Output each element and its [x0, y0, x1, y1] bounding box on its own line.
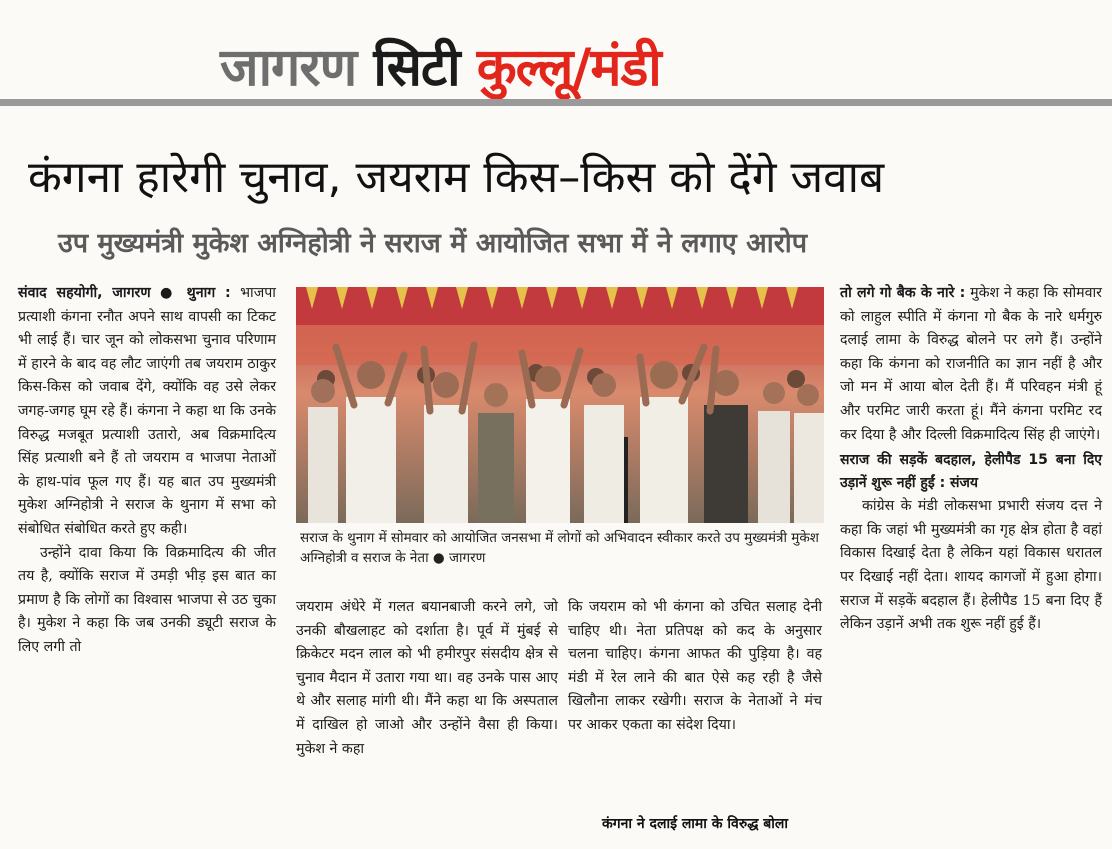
caption-text: सराज के थुनाग में सोमवार को आयोजित जनसभा में लोगों को अभिवादन स्वीकार करते उप मुख्यमंत्री मुकेश अग्निहोत्री व सराज के नेता: [300, 530, 819, 566]
column1-paragraph-2: उन्होंने दावा किया कि विक्रमादित्य की जीत तय है, क्योंकि सराज में उमड़ी भीड़ इस बात का प्रमाण है कि लोगों का विश्वास भाजपा से उठ चुका है। मुकेश ने कहा कि जब उनकी ड्यूटी सराज के लिए लगी तो: [18, 544, 276, 655]
masthead-title: [220, 38, 661, 98]
subheadline: उप मुख्यमंत्री मुकेश अग्निहोत्री ने सराज में आयोजित सभा में ने लगाए आरोप: [58, 228, 808, 259]
masthead-jagran: जागरण: [220, 38, 357, 98]
masthead-rule: [0, 99, 1112, 106]
bullet-dot: ●: [160, 285, 178, 301]
article-column-3: [568, 596, 822, 806]
masthead-city: सिटी: [373, 38, 460, 98]
column3-crosshead: कंगना ने दलाई लामा के विरुद्ध बोला: [601, 816, 789, 832]
column2-text: जयराम अंधेरे में गलत बयानबाजी करने लगे, जो उनकी बौखलाहट को दर्शाता है। पूर्व में मुंबई से क्रिकेटर मदन लाल को भी हमीरपुर संसदीय क्षेत्र से चुनाव मैदान में उतारा गया था। वह उनके पास आए थे और सलाह मांगी थी। मैंने कहा था कि अस्पताल में दाखिल हो जाओ और उन्होंने वैसा ही किया। मुकेश ने कहा: [296, 599, 558, 757]
photo-caption: [300, 528, 822, 568]
dateline: थुनाग :: [186, 285, 231, 301]
article-column-1: [18, 282, 276, 842]
headline: कंगना हारेगी चुनाव, जयराम किस–किस को देंगे जवाब: [28, 152, 885, 203]
column3-text: कि जयराम को भी कंगना को उचित सलाह देनी चाहिए थी। नेता प्रतिपक्ष को कद के अनुसार चलना चाहिए। कंगना आफत की पुड़िया है। वह मंडी में रेल लाने की बात ऐसे कह रही है जैसे खिलौना लाकर रखेगी। सराज के नेताओं ने मंच पर आकर एकता का संदेश दिया।: [568, 599, 822, 733]
column1-paragraph-1: भाजपा प्रत्याशी कंगना रनौत अपने साथ वापसी का टिकट भी लाई हैं। चार जून को लोकसभा चुनाव परिणाम में हारने के बाद वह लौट जाएंगी तब जयराम ठाकुर किस-किस को जवाब देंगे, क्योंकि वह उसे लेकर जगह-जगह घूम रहे हैं। कंगना ने कहा था कि उनके विरुद्ध मजबूत प्रत्याशी उतारो, अब विक्रमादित्य सिंह प्रत्याशी बने हैं तो जयराम व भाजपा नेताओं के हाथ-पांव फूल गए हैं। यह बात उप मुख्यमंत्री मुकेश अग्निहोत्री ने सराज के थुनाग में सभा को संबोधित संबोधित करते हुए कही।: [18, 285, 276, 537]
masthead: [0, 0, 1112, 110]
news-photo: [296, 287, 824, 523]
bullet-dot: ●: [432, 550, 449, 566]
byline: संवाद सहयोगी, जागरण: [18, 285, 151, 301]
column4-crosshead-2: सराज की सड़कें बदहाल, हेलीपैड 15 बना दिए उड़ानें शुरू नहीं हुईं : संजय: [840, 452, 1102, 492]
photo-credit: जागरण: [448, 550, 486, 566]
article-column-2: [296, 596, 558, 841]
column4-crosshead-1: तो लगे गो बैक के नारे :: [840, 285, 966, 301]
rally-photo-illustration: [296, 287, 824, 523]
article-column-4: [840, 282, 1102, 842]
column4-paragraph-1: मुकेश ने कहा कि सोमवार को लाहुल स्पीति में कंगना गो बैक के नारे धर्मगुरु दलाई लामा के विरुद्ध बोलने पर लगे हैं। उन्होंने कहा कि कंगना को राजनीति का ज्ञान नहीं है और जो मन में आया बोल देती हैं। मैं परिवहन मंत्री हूं और परमिट जारी करता हूं। मैंने कंगना परमिट रद कर दिया है और दिल्ली विक्रमादित्य सिंह ही जाएंगे।: [840, 285, 1102, 443]
masthead-edition: कुल्लू/मंडी: [476, 38, 661, 98]
column4-paragraph-2: कांग्रेस के मंडी लोकसभा प्रभारी संजय दत्त ने कहा कि जहां भी मुख्यमंत्री का गृह क्षेत्र होता है वहां विकास दिखाई देता है लेकिन यहां विकास धरातल पर दिखाई नहीं देता। शायद कागजों में हुआ होगा। सराज में सड़कें बदहाल हैं। हेलीपैड 15 बना दिए हैं लेकिन उड़ानें अभी तक शुरू नहीं हुई हैं।: [840, 498, 1102, 633]
